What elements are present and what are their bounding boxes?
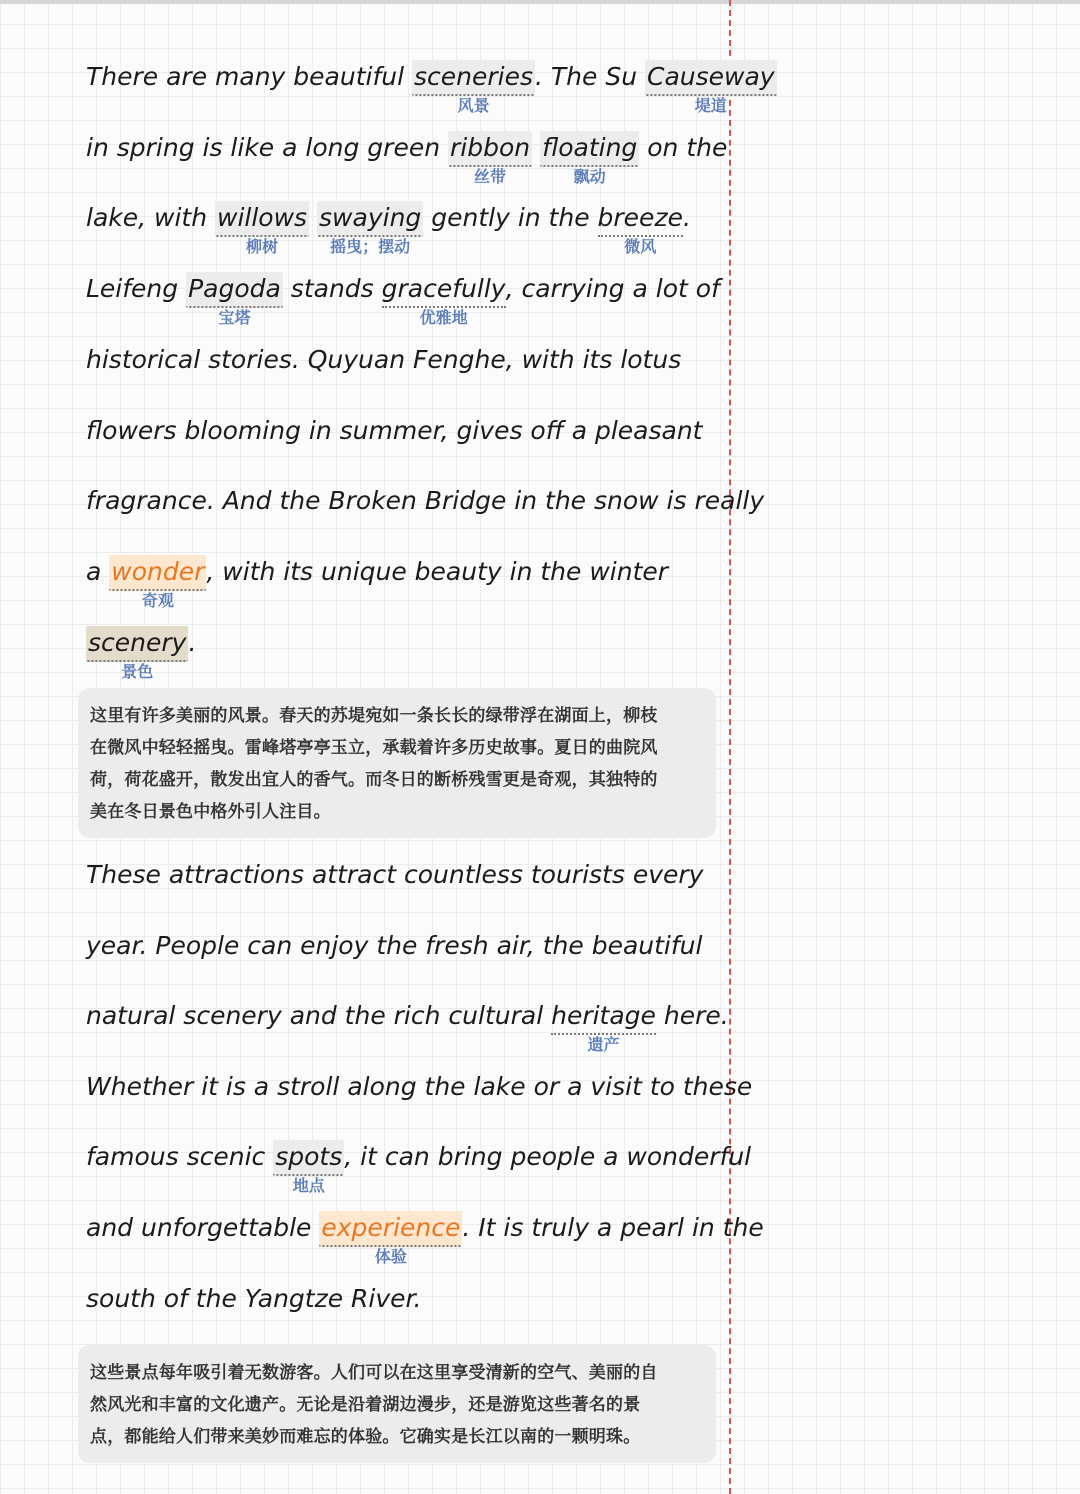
text-line bbox=[86, 484, 764, 518]
vocab-gloss: 景色 bbox=[121, 661, 154, 681]
text-segment: lake, with bbox=[86, 203, 216, 233]
text-segment: There are many beautiful bbox=[86, 62, 412, 91]
vocab-word: Pagoda 宝塔 bbox=[188, 274, 281, 328]
text-segment: , it can bring people a wonderful bbox=[344, 1142, 752, 1172]
text-segment: . The Su bbox=[535, 62, 646, 91]
vocab-gloss: 堤道 bbox=[694, 96, 727, 115]
vocab-gloss: 摇曳；摆动 bbox=[330, 237, 411, 257]
text-segment: a bbox=[86, 556, 110, 586]
vocab-word: willows 柳树 bbox=[217, 203, 308, 257]
vocab-gloss: 遗产 bbox=[587, 1035, 620, 1055]
text-segment: natural scenery and the rich cultural bbox=[86, 1001, 552, 1031]
text-segment: . bbox=[682, 203, 691, 233]
top-border bbox=[0, 0, 1080, 4]
text-segment: . bbox=[188, 627, 197, 657]
translation-box-1 bbox=[78, 688, 716, 838]
translation-line: 荷，荷花盛开，散发出宜人的香气。而冬日的断桥残雪更是奇观，其独特的 bbox=[90, 770, 658, 790]
vocab-word: scenery 景色 bbox=[88, 627, 187, 681]
text-segment: year. People can enjoy the fresh air, the beautiful bbox=[86, 930, 703, 960]
text-segment: Whether it is a stroll along the lake or a visit to these bbox=[86, 1071, 753, 1101]
vocab-word: Causeway 堤道 bbox=[647, 62, 775, 115]
text-line bbox=[86, 1070, 752, 1104]
vocab-word: experience 体验 bbox=[321, 1213, 461, 1266]
translation-line: 这里有许多美丽的风景。春天的苏堤宛如一条长长的绿带浮在湖面上，柳枝 bbox=[90, 706, 658, 726]
text-line bbox=[86, 414, 702, 448]
text-segment: flowers blooming in summer, gives off a pleasant bbox=[86, 415, 703, 445]
vocab-gloss: 柳树 bbox=[246, 237, 279, 257]
margin-line bbox=[729, 0, 731, 1494]
translation-line: 这些景点每年吸引着无数游客。人们可以在这里享受清新的空气、美丽的自 bbox=[90, 1363, 658, 1383]
text-line bbox=[86, 999, 729, 1055]
vocab-word: ribbon 丝带 bbox=[450, 132, 531, 186]
text-line bbox=[86, 626, 197, 681]
text-line bbox=[86, 1282, 421, 1316]
translation-line: 美在冬日景色中格外引人注目。 bbox=[90, 802, 331, 822]
text-segment: historical stories. Quyuan Fenghe, with its lotus bbox=[86, 344, 682, 374]
text-segment: Leifeng bbox=[86, 274, 187, 304]
text-segment: and unforgettable bbox=[86, 1213, 320, 1242]
translation-line: 在微风中轻轻摇曳。雷峰塔亭亭玉立，承载着许多历史故事。夏日的曲院风 bbox=[90, 738, 658, 758]
text-segment: south of the Yangtze River. bbox=[86, 1283, 422, 1313]
text-segment: fragrance. And the Broken Bridge in the snow is really bbox=[86, 486, 765, 516]
vocab-word: heritage 遗产 bbox=[551, 1001, 656, 1055]
text-line bbox=[86, 555, 669, 610]
vocab-gloss: 丝带 bbox=[474, 166, 507, 186]
vocab-gloss: 奇观 bbox=[141, 590, 174, 610]
vocab-word: swaying 摇曳；摆动 bbox=[319, 203, 422, 257]
text-line bbox=[86, 1140, 752, 1196]
text-segment: on the bbox=[639, 132, 728, 162]
vocab-gloss: 宝塔 bbox=[218, 308, 251, 328]
text-segment bbox=[309, 203, 317, 232]
vocab-word: breeze 微风 bbox=[597, 203, 683, 257]
vocab-gloss: 地点 bbox=[292, 1176, 325, 1196]
vocab-gloss: 优雅地 bbox=[419, 308, 468, 328]
vocab-gloss: 微风 bbox=[624, 237, 657, 257]
vocab-word: spots 地点 bbox=[275, 1142, 343, 1196]
vocab-word: floating 飘动 bbox=[542, 132, 638, 186]
text-line bbox=[86, 201, 691, 257]
translation-line: 然风光和丰富的文化遗产。无论是沿着湖边漫步，还是游览这些著名的景 bbox=[90, 1395, 641, 1415]
text-segment: gently in the bbox=[423, 203, 598, 233]
text-segment: in spring is like a long green bbox=[86, 132, 448, 162]
text-segment: famous scenic bbox=[86, 1142, 274, 1172]
text-line bbox=[86, 1211, 764, 1266]
text-line bbox=[86, 858, 703, 892]
vocab-gloss: 体验 bbox=[374, 1247, 407, 1266]
text-segment: . It is truly a pearl in the bbox=[462, 1213, 764, 1242]
text-line bbox=[86, 131, 728, 186]
text-line bbox=[86, 272, 720, 328]
text-segment bbox=[532, 133, 540, 162]
translation-line: 点，都能给人们带来美妙而难忘的体验。它确实是长江以南的一颗明珠。 bbox=[90, 1427, 641, 1447]
vocab-word: sceneries 风景 bbox=[414, 62, 534, 115]
vocab-gloss: 飘动 bbox=[573, 166, 606, 186]
vocab-word: gracefully 优雅地 bbox=[381, 274, 506, 328]
vocab-word: wonder 奇观 bbox=[111, 556, 205, 610]
text-segment: These attractions attract countless tourists every bbox=[86, 860, 704, 889]
text-segment: stands bbox=[282, 274, 382, 304]
text-segment: , with its unique beauty in the winter bbox=[206, 556, 669, 586]
translation-box-2 bbox=[78, 1345, 716, 1463]
text-line bbox=[86, 929, 702, 963]
text-segment: here. bbox=[655, 1001, 729, 1031]
text-line bbox=[86, 343, 681, 377]
vocab-gloss: 风景 bbox=[457, 96, 490, 115]
text-line bbox=[86, 60, 777, 115]
text-segment: , carrying a lot of bbox=[505, 274, 720, 304]
